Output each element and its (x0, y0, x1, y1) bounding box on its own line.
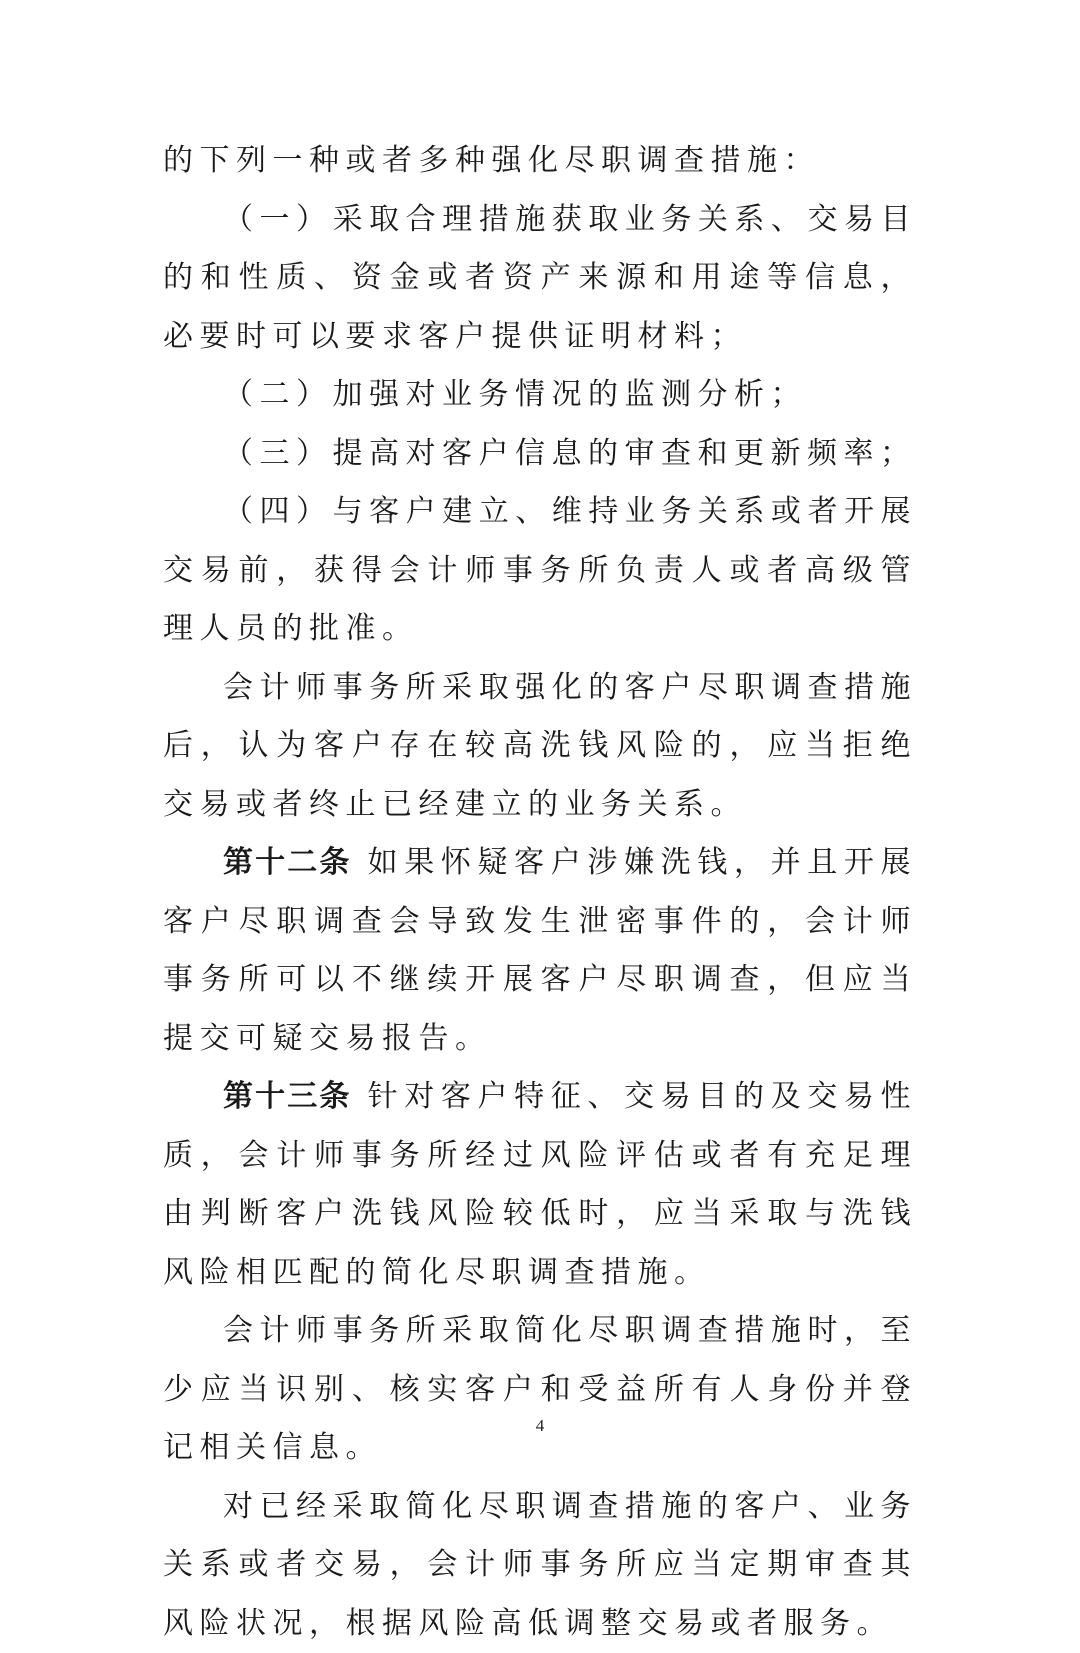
article-text: 针对客户特征、交易目的及交易性质，会计师事务所经过风险评估或者有充足理由判断客户洗钱风险较低时，应当采取与洗钱风险相匹配的简化尽职调查措施。 (163, 1079, 917, 1290)
paragraph: 对已经采取简化尽职调查措施的客户、业务关系或者交易，会计师事务所应当定期审查其风险状况，根据风险高低调整交易或者服务。 (163, 1478, 917, 1653)
paragraph: 的下列一种或者多种强化尽职调查措施： (163, 132, 917, 191)
article-paragraph (163, 1068, 917, 1302)
article-text: 如果怀疑客户涉嫌洗钱，并且开展客户尽职调查会导致发生泄密事件的，会计师事务所可以不继续开展客户尽职调查，但应当提交可疑交易报告。 (163, 845, 917, 1056)
paragraph: 会计师事务所采取强化的客户尽职调查措施后，认为客户存在较高洗钱风险的，应当拒绝交易或者终止已经建立的业务关系。 (163, 659, 917, 835)
paragraph: （一）采取合理措施获取业务关系、交易目的和性质、资金或者资产来源和用途等信息，必要时可以要求客户提供证明材料； (163, 191, 917, 367)
paragraph: （三）提高对客户信息的审查和更新频率； (163, 425, 917, 484)
page-number: 4 (0, 1416, 1080, 1436)
article-heading: 第十三条 (223, 1079, 352, 1114)
paragraph: （四）与客户建立、维持业务关系或者开展交易前，获得会计师事务所负责人或者高级管理人员的批准。 (163, 483, 917, 659)
paragraph: 会计师事务所采取简化尽职调查措施时，至少应当识别、核实客户和受益所有人身份并登记相关信息。 (163, 1302, 917, 1478)
paragraph: （二）加强对业务情况的监测分析； (163, 366, 917, 425)
article-paragraph (163, 834, 917, 1068)
article-heading: 第十二条 (223, 845, 352, 880)
